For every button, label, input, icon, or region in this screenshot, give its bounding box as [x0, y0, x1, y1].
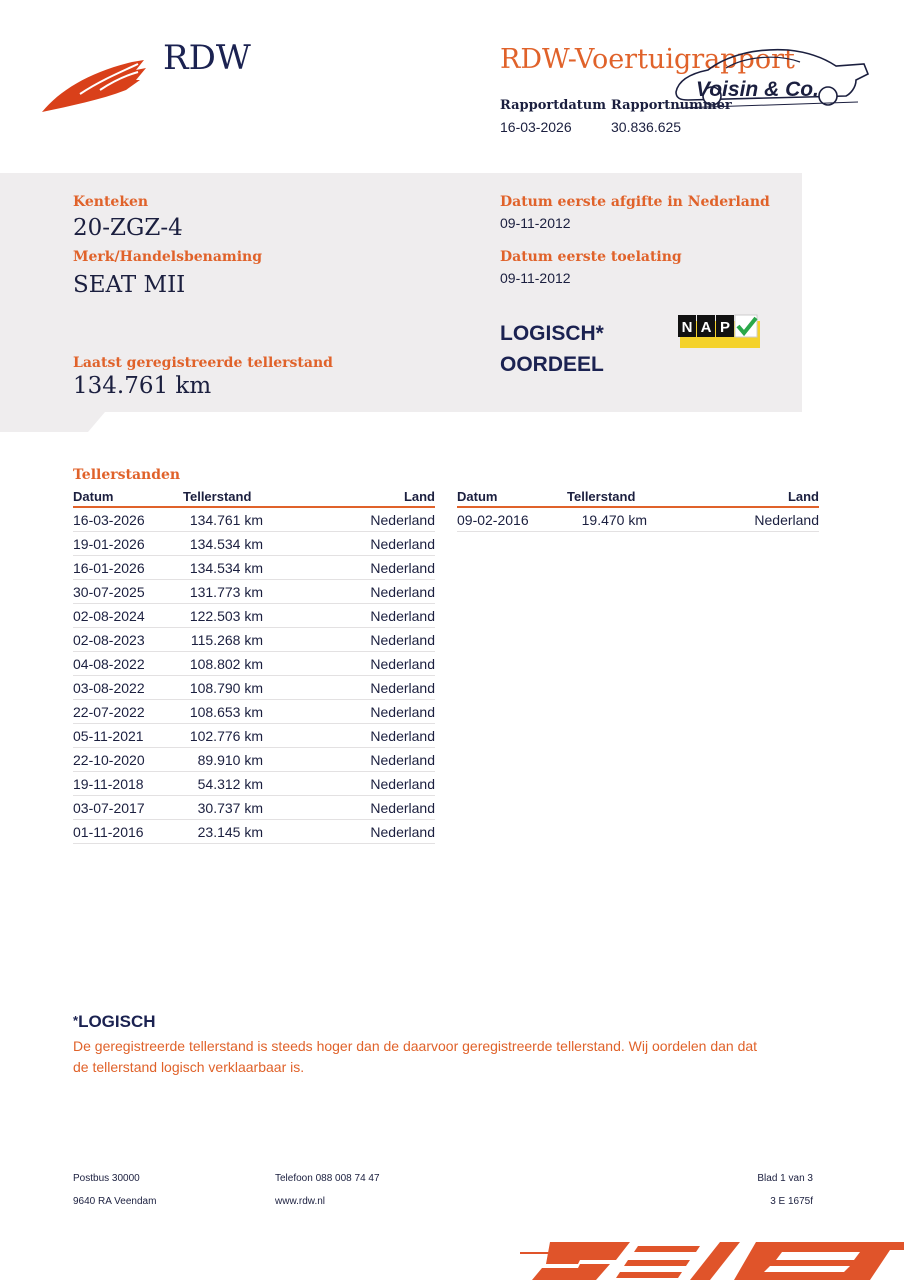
plate-label: Kenteken [73, 194, 149, 210]
plate-value: 20-ZGZ-4 [73, 215, 183, 241]
first-admission-value: 09-11-2012 [500, 270, 571, 286]
nap-badge-icon [678, 315, 760, 348]
row-country: Nederland [647, 507, 819, 532]
row-reading: 108.802 km [183, 652, 263, 676]
row-date: 16-03-2026 [73, 507, 183, 532]
row-date: 02-08-2023 [73, 628, 183, 652]
last-odometer-label: Laatst geregistreerde tellerstand [73, 355, 333, 371]
col-reading: Tellerstand [567, 488, 647, 507]
verdict-line-1: LOGISCH* [500, 322, 604, 345]
footer-page: Blad 1 van 3 [757, 1173, 813, 1184]
table-row [73, 724, 435, 748]
make-label: Merk/Handelsbenaming [73, 249, 263, 265]
row-country: Nederland [263, 580, 435, 604]
footer-phone: Telefoon 088 008 74 47 [275, 1173, 380, 1184]
verdict-line-2: OORDEEL [500, 353, 604, 376]
row-reading: 30.737 km [183, 796, 263, 820]
note-text: De geregistreerde tellerstand is steeds hoger dan de daarvoor geregistreerde tellerstand. Wij oordelen dan dat de tellerstand logisch verklaarbaar is. [73, 1038, 758, 1075]
table-row [73, 700, 435, 724]
table-row [73, 796, 435, 820]
row-reading: 115.268 km [183, 628, 263, 652]
first-issue-nl-label: Datum eerste afgifte in Nederland [500, 194, 770, 210]
make-value: SEAT MII [73, 272, 186, 298]
row-reading: 134.534 km [183, 556, 263, 580]
row-country: Nederland [263, 700, 435, 724]
row-country: Nederland [263, 724, 435, 748]
col-reading: Tellerstand [183, 488, 263, 507]
first-issue-nl-value: 09-11-2012 [500, 215, 571, 231]
row-reading: 122.503 km [183, 604, 263, 628]
nap-letter-a: A [700, 319, 712, 336]
table-row [73, 604, 435, 628]
nap-letter-n: N [681, 319, 693, 336]
col-country: Land [647, 488, 819, 507]
table-row [73, 628, 435, 652]
panel-tab-shape [0, 412, 105, 432]
row-reading: 54.312 km [183, 772, 263, 796]
row-country: Nederland [263, 748, 435, 772]
last-odometer-value: 134.761 km [73, 373, 212, 399]
col-country: Land [263, 488, 435, 507]
row-country: Nederland [263, 772, 435, 796]
row-date: 22-07-2022 [73, 700, 183, 724]
brand-name: RDW [163, 38, 251, 78]
row-date: 19-01-2026 [73, 532, 183, 556]
table-row [73, 748, 435, 772]
report-date: 16-03-2026 [500, 119, 572, 135]
row-country: Nederland [263, 604, 435, 628]
col-date: Datum [73, 488, 183, 507]
row-date: 03-08-2022 [73, 676, 183, 700]
row-reading: 23.145 km [183, 820, 263, 844]
note-star: * [73, 1013, 79, 1028]
table-row [73, 820, 435, 844]
row-reading: 134.534 km [183, 532, 263, 556]
row-country: Nederland [263, 652, 435, 676]
odometer-table-right [457, 488, 819, 532]
first-admission-label: Datum eerste toelating [500, 249, 682, 265]
row-date: 05-11-2021 [73, 724, 183, 748]
row-date: 16-01-2026 [73, 556, 183, 580]
row-date: 02-08-2024 [73, 604, 183, 628]
row-date: 22-10-2020 [73, 748, 183, 772]
report-title: RDW-Voertuigrapport [500, 44, 795, 75]
table-row [73, 772, 435, 796]
nap-letter-p: P [719, 319, 731, 336]
verdict [500, 318, 604, 380]
row-country: Nederland [263, 628, 435, 652]
table-row [73, 532, 435, 556]
row-date: 04-08-2022 [73, 652, 183, 676]
col-date: Datum [457, 488, 567, 507]
report-date-label: Rapportdatum [500, 98, 606, 113]
note-title-text: LOGISCH [78, 1012, 156, 1031]
row-date: 30-07-2025 [73, 580, 183, 604]
table-row [73, 676, 435, 700]
report-number-label: Rapportnummer [611, 98, 732, 113]
row-reading: 131.773 km [183, 580, 263, 604]
table-row [73, 652, 435, 676]
row-country: Nederland [263, 676, 435, 700]
footer-address-1: Postbus 30000 [73, 1173, 140, 1184]
footer-address-2: 9640 RA Veendam [73, 1196, 157, 1207]
row-country: Nederland [263, 820, 435, 844]
row-country: Nederland [263, 507, 435, 532]
table-row [73, 580, 435, 604]
odometer-table-left [73, 488, 435, 844]
row-date: 19-11-2018 [73, 772, 183, 796]
table-row [457, 507, 819, 532]
footer-website[interactable]: www.rdw.nl [275, 1196, 326, 1207]
row-reading: 108.790 km [183, 676, 263, 700]
footer-stripes-icon [520, 1240, 904, 1280]
row-date: 09-02-2016 [457, 507, 567, 532]
row-reading: 134.761 km [183, 507, 263, 532]
note-title [73, 1012, 156, 1032]
row-reading: 102.776 km [183, 724, 263, 748]
row-reading: 89.910 km [183, 748, 263, 772]
row-country: Nederland [263, 796, 435, 820]
rdw-logo-icon [40, 50, 150, 116]
row-country: Nederland [263, 532, 435, 556]
row-date: 03-07-2017 [73, 796, 183, 820]
table-row [73, 556, 435, 580]
row-reading: 108.653 km [183, 700, 263, 724]
row-country: Nederland [263, 556, 435, 580]
odometer-title: Tellerstanden [73, 467, 181, 483]
footer-code: 3 E 1675f [770, 1196, 813, 1207]
row-reading: 19.470 km [567, 507, 647, 532]
dealer-logo-text: Voisin & Co. [696, 78, 819, 101]
table-row [73, 507, 435, 532]
row-date: 01-11-2016 [73, 820, 183, 844]
report-number: 30.836.625 [611, 119, 682, 135]
